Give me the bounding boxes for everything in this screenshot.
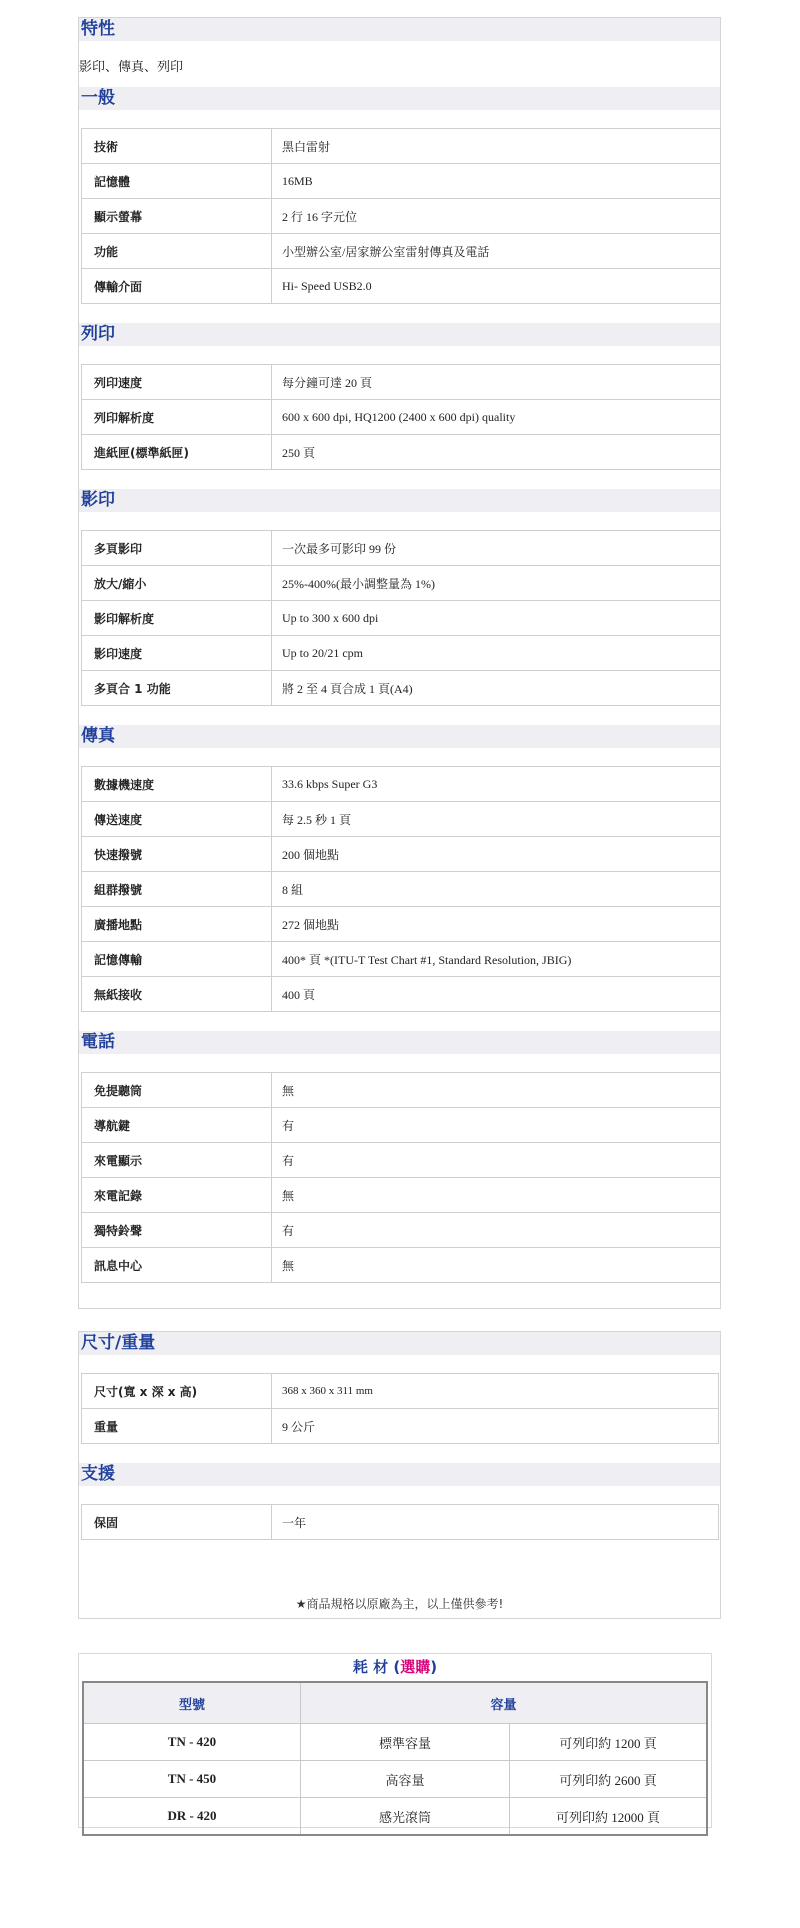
spec-key: 來電記錄 (82, 1178, 272, 1213)
spec-value: 有 (272, 1213, 721, 1248)
table-row (83, 1761, 707, 1798)
spec-key: 傳送速度 (82, 802, 272, 837)
spec-key: 多頁影印 (82, 531, 272, 566)
section-header-phone: 電話 (79, 1031, 720, 1054)
spec-key: 顯示螢幕 (82, 199, 272, 234)
spec-value: 無 (272, 1248, 721, 1283)
table-row (82, 1248, 721, 1283)
table-row (82, 1178, 721, 1213)
spec-key: 放大/縮小 (82, 566, 272, 601)
spec-value: 25%-400%(最小調整量為 1%) (272, 566, 721, 601)
table-row (82, 601, 721, 636)
spec-value: 600 x 600 dpi, HQ1200 (2400 x 600 dpi) quality (272, 400, 721, 435)
section-header-fax: 傳真 (79, 725, 720, 748)
spec-key: 記憶傳輸 (82, 942, 272, 977)
table-row (82, 802, 721, 837)
spec-value: 一年 (272, 1505, 719, 1540)
model-cell: DR - 420 (83, 1798, 301, 1836)
spec-key: 技術 (82, 129, 272, 164)
section-header-features: 特性 (79, 18, 720, 41)
table-row (82, 636, 721, 671)
section-header-print: 列印 (79, 323, 720, 346)
consumables-title-optional: 選購 (400, 1658, 431, 1676)
consumables-title (79, 1654, 711, 1680)
dimensions-table (81, 1373, 719, 1444)
table-row (82, 942, 721, 977)
spec-value: 200 個地點 (272, 837, 721, 872)
spec-key: 免提聽筒 (82, 1073, 272, 1108)
spec-value: 250 頁 (272, 435, 721, 470)
table-row (82, 1505, 719, 1540)
spec-key: 尺寸(寬 x 深 x 高) (82, 1374, 272, 1409)
spec-key: 組群撥號 (82, 872, 272, 907)
spec-value: 有 (272, 1143, 721, 1178)
section-header-support: 支援 (79, 1463, 720, 1486)
spec-value: 400* 頁 *(ITU-T Test Chart #1, Standard Resolution, JBIG) (272, 942, 721, 977)
consumables-title-paren-open: ( (393, 1658, 401, 1676)
spec-value: Hi- Speed USB2.0 (272, 269, 721, 304)
spec-key: 保固 (82, 1505, 272, 1540)
table-row (82, 1213, 721, 1248)
table-row (82, 1073, 721, 1108)
spec-value: 小型辦公室/居家辦公室雷射傳真及電話 (272, 234, 721, 269)
spec-value: Up to 20/21 cpm (272, 636, 721, 671)
spec-value: 16MB (272, 164, 721, 199)
model-cell: TN - 450 (83, 1761, 301, 1798)
table-row (82, 234, 721, 269)
spec-key: 數據機速度 (82, 767, 272, 802)
general-table (81, 128, 721, 304)
table-row (82, 400, 721, 435)
consumables-table (82, 1681, 708, 1836)
table-row (82, 1409, 719, 1444)
spec-value: 將 2 至 4 頁合成 1 頁(A4) (272, 671, 721, 706)
spec-value: 一次最多可影印 99 份 (272, 531, 721, 566)
spec-key: 記憶體 (82, 164, 272, 199)
table-row (82, 837, 721, 872)
table-row (82, 1374, 719, 1409)
spec-value: 368 x 360 x 311 mm (272, 1374, 719, 1409)
table-row (82, 129, 721, 164)
table-row (82, 1143, 721, 1178)
table-row (82, 977, 721, 1012)
table-row (82, 365, 721, 400)
table-row (82, 767, 721, 802)
spec-key: 重量 (82, 1409, 272, 1444)
spec-value: 400 頁 (272, 977, 721, 1012)
table-row (82, 199, 721, 234)
table-row (82, 671, 721, 706)
type-cell: 感光滾筒 (301, 1798, 510, 1836)
spec-key: 功能 (82, 234, 272, 269)
spec-value: 2 行 16 字元位 (272, 199, 721, 234)
table-row (82, 269, 721, 304)
table-row (82, 435, 721, 470)
spec-key: 快速撥號 (82, 837, 272, 872)
spec-box-main (78, 17, 721, 1309)
spec-value: 有 (272, 1108, 721, 1143)
consumables-box (78, 1653, 712, 1828)
table-row (83, 1724, 707, 1761)
table-row (82, 907, 721, 942)
header-model: 型號 (83, 1682, 301, 1724)
print-table (81, 364, 721, 470)
spec-value: 9 公斤 (272, 1409, 719, 1444)
table-row (83, 1798, 707, 1836)
spec-value: Up to 300 x 600 dpi (272, 601, 721, 636)
spec-key: 獨特鈴聲 (82, 1213, 272, 1248)
section-header-general: 一般 (79, 87, 720, 110)
spec-value: 272 個地點 (272, 907, 721, 942)
spec-key: 傳輸介面 (82, 269, 272, 304)
spec-value: 每分鐘可達 20 頁 (272, 365, 721, 400)
spec-key: 列印解析度 (82, 400, 272, 435)
disclaimer-note: ★商品規格以原廠為主，以上僅供參考! (295, 1597, 504, 1611)
consumables-title-main: 耗 材 (352, 1658, 389, 1676)
spec-value: 無 (272, 1073, 721, 1108)
support-table (81, 1504, 719, 1540)
spec-key: 列印速度 (82, 365, 272, 400)
spec-value: 33.6 kbps Super G3 (272, 767, 721, 802)
spec-key: 多頁合 1 功能 (82, 671, 272, 706)
table-row (82, 1108, 721, 1143)
spec-key: 影印解析度 (82, 601, 272, 636)
table-header-row (83, 1682, 707, 1724)
spec-value: 8 組 (272, 872, 721, 907)
table-row (82, 531, 721, 566)
spec-value: 黑白雷射 (272, 129, 721, 164)
spec-value: 每 2.5 秒 1 頁 (272, 802, 721, 837)
features-text: 影印、傳真、列印 (79, 60, 184, 75)
spec-key: 無紙接收 (82, 977, 272, 1012)
section-header-copy: 影印 (79, 489, 720, 512)
spec-key: 導航鍵 (82, 1108, 272, 1143)
spec-box-dimensions (78, 1331, 721, 1619)
table-row (82, 566, 721, 601)
section-header-dimensions: 尺寸/重量 (79, 1332, 720, 1355)
capacity-cell: 可列印約 12000 頁 (510, 1798, 708, 1836)
spec-key: 來電顯示 (82, 1143, 272, 1178)
spec-key: 進紙匣(標準紙匣) (82, 435, 272, 470)
spec-key: 廣播地點 (82, 907, 272, 942)
capacity-cell: 可列印約 1200 頁 (510, 1724, 708, 1761)
table-row (82, 164, 721, 199)
spec-value: 無 (272, 1178, 721, 1213)
type-cell: 高容量 (301, 1761, 510, 1798)
type-cell: 標準容量 (301, 1724, 510, 1761)
phone-table (81, 1072, 721, 1283)
fax-table (81, 766, 721, 1012)
table-row (82, 872, 721, 907)
copy-table (81, 530, 721, 706)
spec-key: 訊息中心 (82, 1248, 272, 1283)
header-capacity: 容量 (301, 1682, 708, 1724)
capacity-cell: 可列印約 2600 頁 (510, 1761, 708, 1798)
consumables-title-paren-close: ) (430, 1658, 438, 1676)
spec-key: 影印速度 (82, 636, 272, 671)
model-cell: TN - 420 (83, 1724, 301, 1761)
